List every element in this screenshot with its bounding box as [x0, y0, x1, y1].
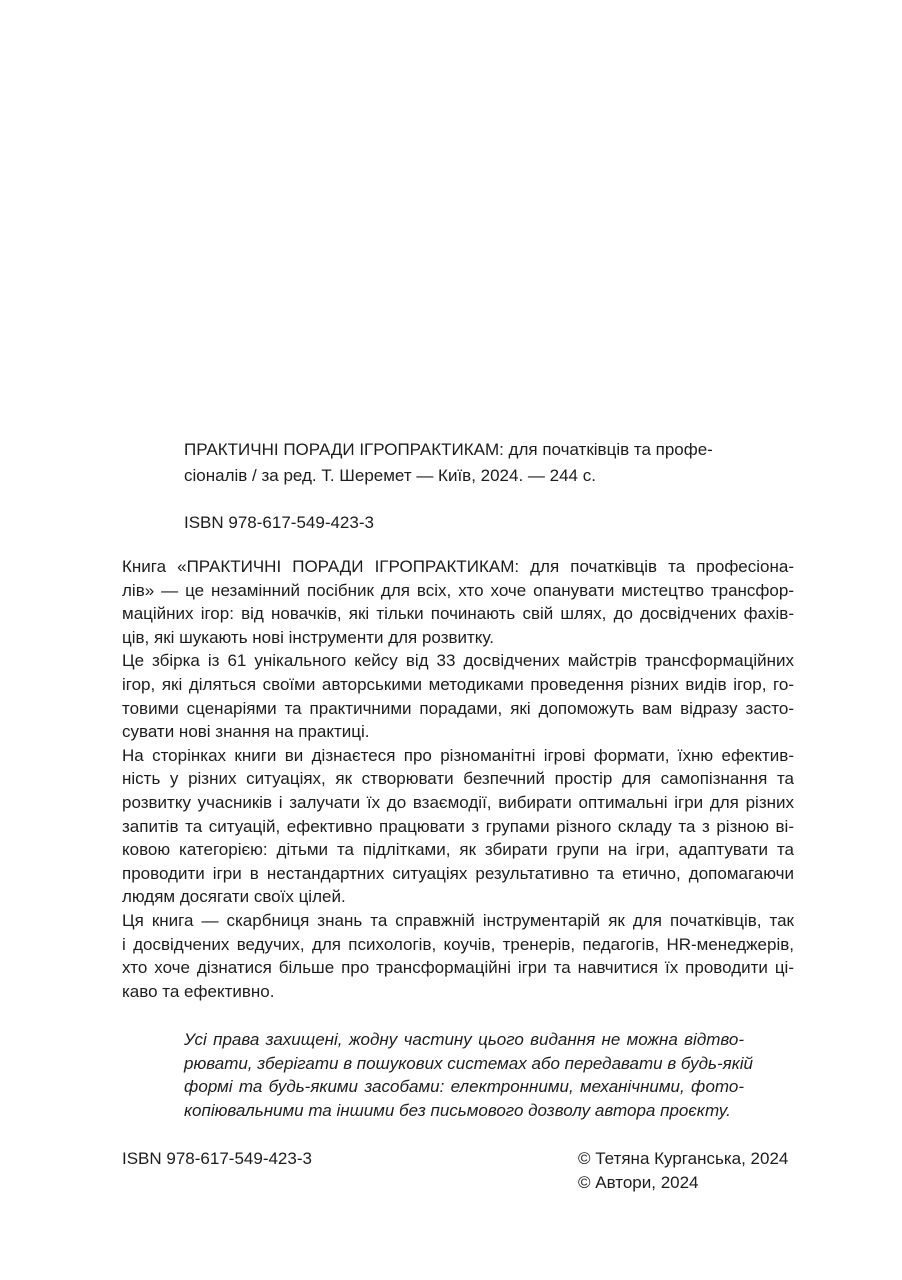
copyright-block — [578, 1147, 788, 1195]
description-line: товими сценаріями та практичними порадами, які допоможуть вам відразу засто- — [122, 698, 794, 718]
rights-line: рювати, зберігати в пошукових системах або передавати в будь-якій — [184, 1053, 753, 1073]
description-line: проводити ігри в нестандартних ситуаціях результативно та етично, допомагаючи — [122, 863, 794, 883]
description-line: і досвідчених ведучих, для психологів, коучів, тренерів, педагогів, HR-менеджерів, — [122, 934, 794, 954]
isbn-top: ISBN 978-617-549-423-3 — [184, 513, 374, 532]
book-description — [122, 555, 794, 1003]
description-line: каво та ефективно. — [122, 981, 275, 1001]
description-line: людям досягати своїх цілей. — [122, 887, 346, 907]
isbn-bottom: ISBN 978-617-549-423-3 — [122, 1149, 312, 1168]
bibliographic-line: ПРАКТИЧНІ ПОРАДИ ІГРОПРАКТИКАМ: для початківців та профе- — [184, 440, 713, 459]
description-line: ковою категорією: дітьми та підлітками, як збирати групи на ігри, адаптувати та — [122, 840, 794, 860]
description-line: Це збірка із 61 унікального кейсу від 33 досвідчених майстрів трансформаційних — [122, 651, 794, 671]
bibliographic-line: сіоналів / за ред. Т. Шеремет — Київ, 2024. — 244 с. — [184, 466, 596, 485]
description-line: ігор, які діляться своїми авторськими методиками проведення різних видів ігор, го- — [122, 674, 794, 694]
rights-line: копіювальними та іншими без письмового дозволу автора проєкту. — [184, 1100, 731, 1120]
description-line: маційних ігор: від новачків, які тільки починають свій шлях, до досвідчених фахів- — [122, 604, 794, 624]
description-line: лів» — це незамінний посібник для всіх, хто хоче опанувати мистецтво трансфор- — [122, 580, 794, 600]
description-line: хто хоче дізнатися більше про трансформаційні ігри та навчитися їх проводити ці- — [122, 958, 794, 978]
rights-notice — [184, 1028, 753, 1122]
description-line: сувати нові знання на практиці. — [122, 722, 370, 742]
bibliographic-record — [184, 437, 744, 489]
rights-line: формі та будь-якими засобами: електронними, механічними, фото- — [184, 1077, 744, 1097]
copyright-line: © Автори, 2024 — [578, 1173, 699, 1192]
copyright-line: © Тетяна Курганська, 2024 — [578, 1149, 789, 1168]
description-line: На сторінках книги ви дізнаєтеся про різноманітні ігрові формати, їхню ефектив- — [122, 745, 794, 765]
description-line: Ця книга — скарбниця знань та справжній інструментарій як для початківців, так — [122, 910, 794, 930]
description-line: розвитку учасників і залучати їх до взаємодії, вибирати оптимальні ігри для різних — [122, 792, 794, 812]
description-line: Книга «ПРАКТИЧНІ ПОРАДИ ІГРОПРАКТИКАМ: для початківців та професіона- — [122, 557, 794, 576]
rights-line: Усі права захищені, жодну частину цього видання не можна відтво- — [184, 1030, 744, 1049]
description-line: запитів та ситуацій, ефективно працювати з групами різного складу та з різною ві- — [122, 816, 794, 836]
description-line: ність у різних ситуаціях, як створювати безпечний простір для самопізнання та — [122, 769, 794, 789]
description-line: ців, які шукають нові інструменти для розвитку. — [122, 627, 494, 647]
